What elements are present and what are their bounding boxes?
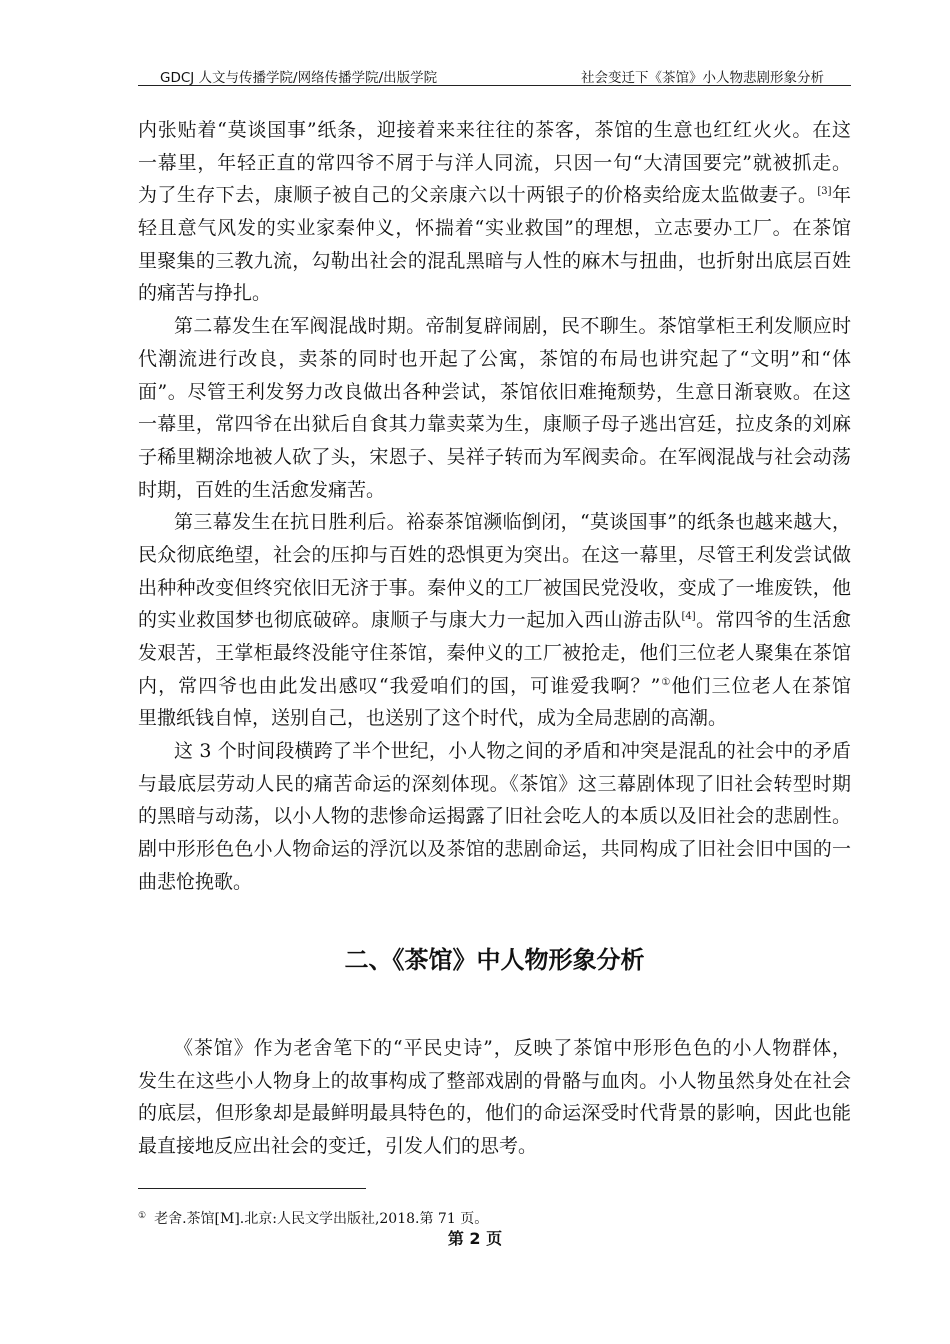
- text-segment: 的黑暗与动荡，以小人物的悲惨命运揭露了旧社会吃人的本质以及旧社会的悲剧性。: [138, 805, 851, 828]
- text-line: [138, 474, 851, 507]
- text-segment: 轻且意气风发的实业家秦仲义，怀揣着“实业救国”的理想，立志要办工厂。在茶馆: [138, 217, 851, 240]
- citation-marker: [3]: [817, 186, 832, 198]
- text-segment: 内张贴着“莫谈国事”纸条，迎接着来来往往的茶客，茶馆的生意也红红火火。在这: [138, 119, 851, 141]
- text-segment: 一幕里，常四爷在出狱后自食其力靠卖菜为生，康顺子母子逃出宫廷，拉皮条的刘麻: [138, 413, 851, 436]
- text-line: [138, 604, 851, 637]
- footnote-text: 老舍.茶馆[M].北京:人民文学出版社,2018.第 71 页。: [154, 1211, 489, 1227]
- text-line: [138, 343, 851, 376]
- text-segment: 这 3 个时间段横跨了半个世纪，小人物之间的矛盾和冲突是混乱的社会中的矛盾: [174, 740, 851, 763]
- text-line: [138, 310, 851, 343]
- text-line: [138, 376, 851, 409]
- footnote-marker: ①: [138, 1211, 147, 1221]
- text-segment: 的痛苦与挣扎。: [138, 282, 272, 305]
- footnote: [138, 1208, 488, 1228]
- text-segment: 曲悲怆挽歌。: [138, 870, 253, 893]
- text-segment: 发生在这些小人物身上的故事构成了整部戏剧的骨骼与血肉。小人物虽然身处在社会: [138, 1069, 851, 1092]
- text-line: [138, 114, 851, 147]
- text-segment: 时期，百姓的生活愈发痛苦。: [138, 478, 386, 501]
- text-segment: 《茶馆》作为老舍笔下的“平民史诗”，反映了茶馆中形形色色的小人物群体，: [174, 1037, 851, 1059]
- text-segment: 为了生存下去，康顺子被自己的父亲康六以十两银子的价格卖给庞太监做妻子。: [138, 184, 818, 207]
- text-segment: 与最底层劳动人民的痛苦命运的深刻体现。《茶馆》这三幕剧体现了旧社会转型时期: [138, 772, 851, 795]
- paragraph: [138, 506, 851, 735]
- text-line: [138, 408, 851, 441]
- text-segment: 最直接地反应出社会的变迁，引发人们的思考。: [138, 1135, 538, 1158]
- footnote-rule: [138, 1188, 366, 1189]
- text-segment: 第二幕发生在军阀混战时期。帝制复辟闹剧，民不聊生。茶馆掌柜王利发顺应时: [174, 315, 851, 338]
- text-line: [138, 1097, 851, 1130]
- text-line: [138, 539, 851, 572]
- text-line: [138, 441, 851, 474]
- citation-marker: ①: [660, 676, 672, 688]
- text-segment: 出种种改变但终究依旧无济于事。秦仲义的工厂被国民党没收，变成了一堆废铁，他: [138, 576, 851, 599]
- paragraph: [138, 735, 851, 898]
- text-line: [138, 1065, 851, 1098]
- text-segment: 里撒纸钱自悼，送别自己，也送别了这个时代，成为全局悲剧的高潮。: [138, 707, 728, 730]
- header-right: 社会变迁下《茶馆》小人物悲剧形象分析: [581, 70, 824, 86]
- text-line: [138, 147, 851, 180]
- body-text-top: [138, 114, 851, 899]
- text-line: [138, 735, 851, 768]
- text-line: [138, 506, 851, 539]
- body-text-bottom: [138, 1032, 851, 1163]
- text-segment: 第三幕发生在抗日胜利后。裕泰茶馆濒临倒闭，“莫谈国事”的纸条也越来越大，: [174, 511, 851, 534]
- text-segment: 子稀里糊涂地被人砍了头，宋恩子、吴祥子转而为军阀卖命。在军阀混战与社会动荡: [138, 445, 851, 468]
- text-line: [138, 800, 851, 833]
- text-line: [138, 277, 851, 310]
- page-number: 第 2 页: [447, 1229, 503, 1248]
- text-line: [138, 1032, 851, 1065]
- text-line: [138, 212, 851, 245]
- text-line: [138, 670, 851, 703]
- text-segment: 民众彻底绝望，社会的压抑与百姓的恐惧更为突出。在这一幕里，尽管王利发尝试做: [138, 543, 851, 566]
- text-segment: 发艰苦，王掌柜最终没能守住茶馆，秦仲义的工厂被抢走，他们三位老人聚集在茶馆: [138, 642, 851, 664]
- citation-marker: [4]: [681, 611, 696, 623]
- text-segment: 代潮流进行改良，卖茶的同时也开起了公寓，茶馆的布局也讲究起了“文明”和“体: [138, 347, 851, 370]
- text-line: [138, 833, 851, 866]
- text-line: [138, 768, 851, 801]
- text-line: [138, 1130, 851, 1163]
- paragraph: [138, 310, 851, 506]
- text-line: [138, 702, 851, 735]
- text-segment: 的实业救国梦也彻底破碎。康顺子与康大力一起加入西山游击队: [138, 609, 682, 632]
- text-line: [138, 866, 851, 899]
- text-segment: 里聚集的三教九流，勾勒出社会的混乱黑暗与人性的麻木与扭曲，也折射出底层百姓: [138, 249, 851, 272]
- text-segment: 他们三位老人在茶馆: [671, 674, 851, 697]
- text-segment: 一幕里，年轻正直的常四爷不屑于与洋人同流，只因一句“大清国要完”就被抓走。: [138, 151, 851, 174]
- text-line: [138, 245, 851, 278]
- header-rule: [138, 85, 851, 86]
- paragraph: [138, 1032, 851, 1163]
- text-line: [138, 179, 851, 212]
- paragraph: [138, 114, 851, 310]
- text-segment: 剧中形形色色小人物命运的浮沉以及茶馆的悲剧命运，共同构成了旧社会旧中国的一: [138, 838, 851, 861]
- text-line: [138, 637, 851, 670]
- text-segment: 。常四爷的生活愈: [695, 609, 851, 632]
- text-segment: 面”。尽管王利发努力改良做出各种尝试，茶馆依旧难掩颓势，生意日渐衰败。在这: [138, 380, 851, 403]
- text-line: [138, 572, 851, 605]
- text-segment: 的底层，但形象却是最鲜明最具特色的，他们的命运深受时代背景的影响，因此也能: [138, 1102, 851, 1125]
- text-segment: 年: [831, 184, 851, 207]
- header-left: GDCJ 人文与传播学院/网络传播学院/出版学院: [160, 70, 438, 86]
- text-segment: 内，常四爷也由此发出感叹“我爱咱们的国，可谁爱我啊？”: [138, 674, 661, 697]
- section-heading: 二、《茶馆》中人物形象分析: [344, 946, 645, 974]
